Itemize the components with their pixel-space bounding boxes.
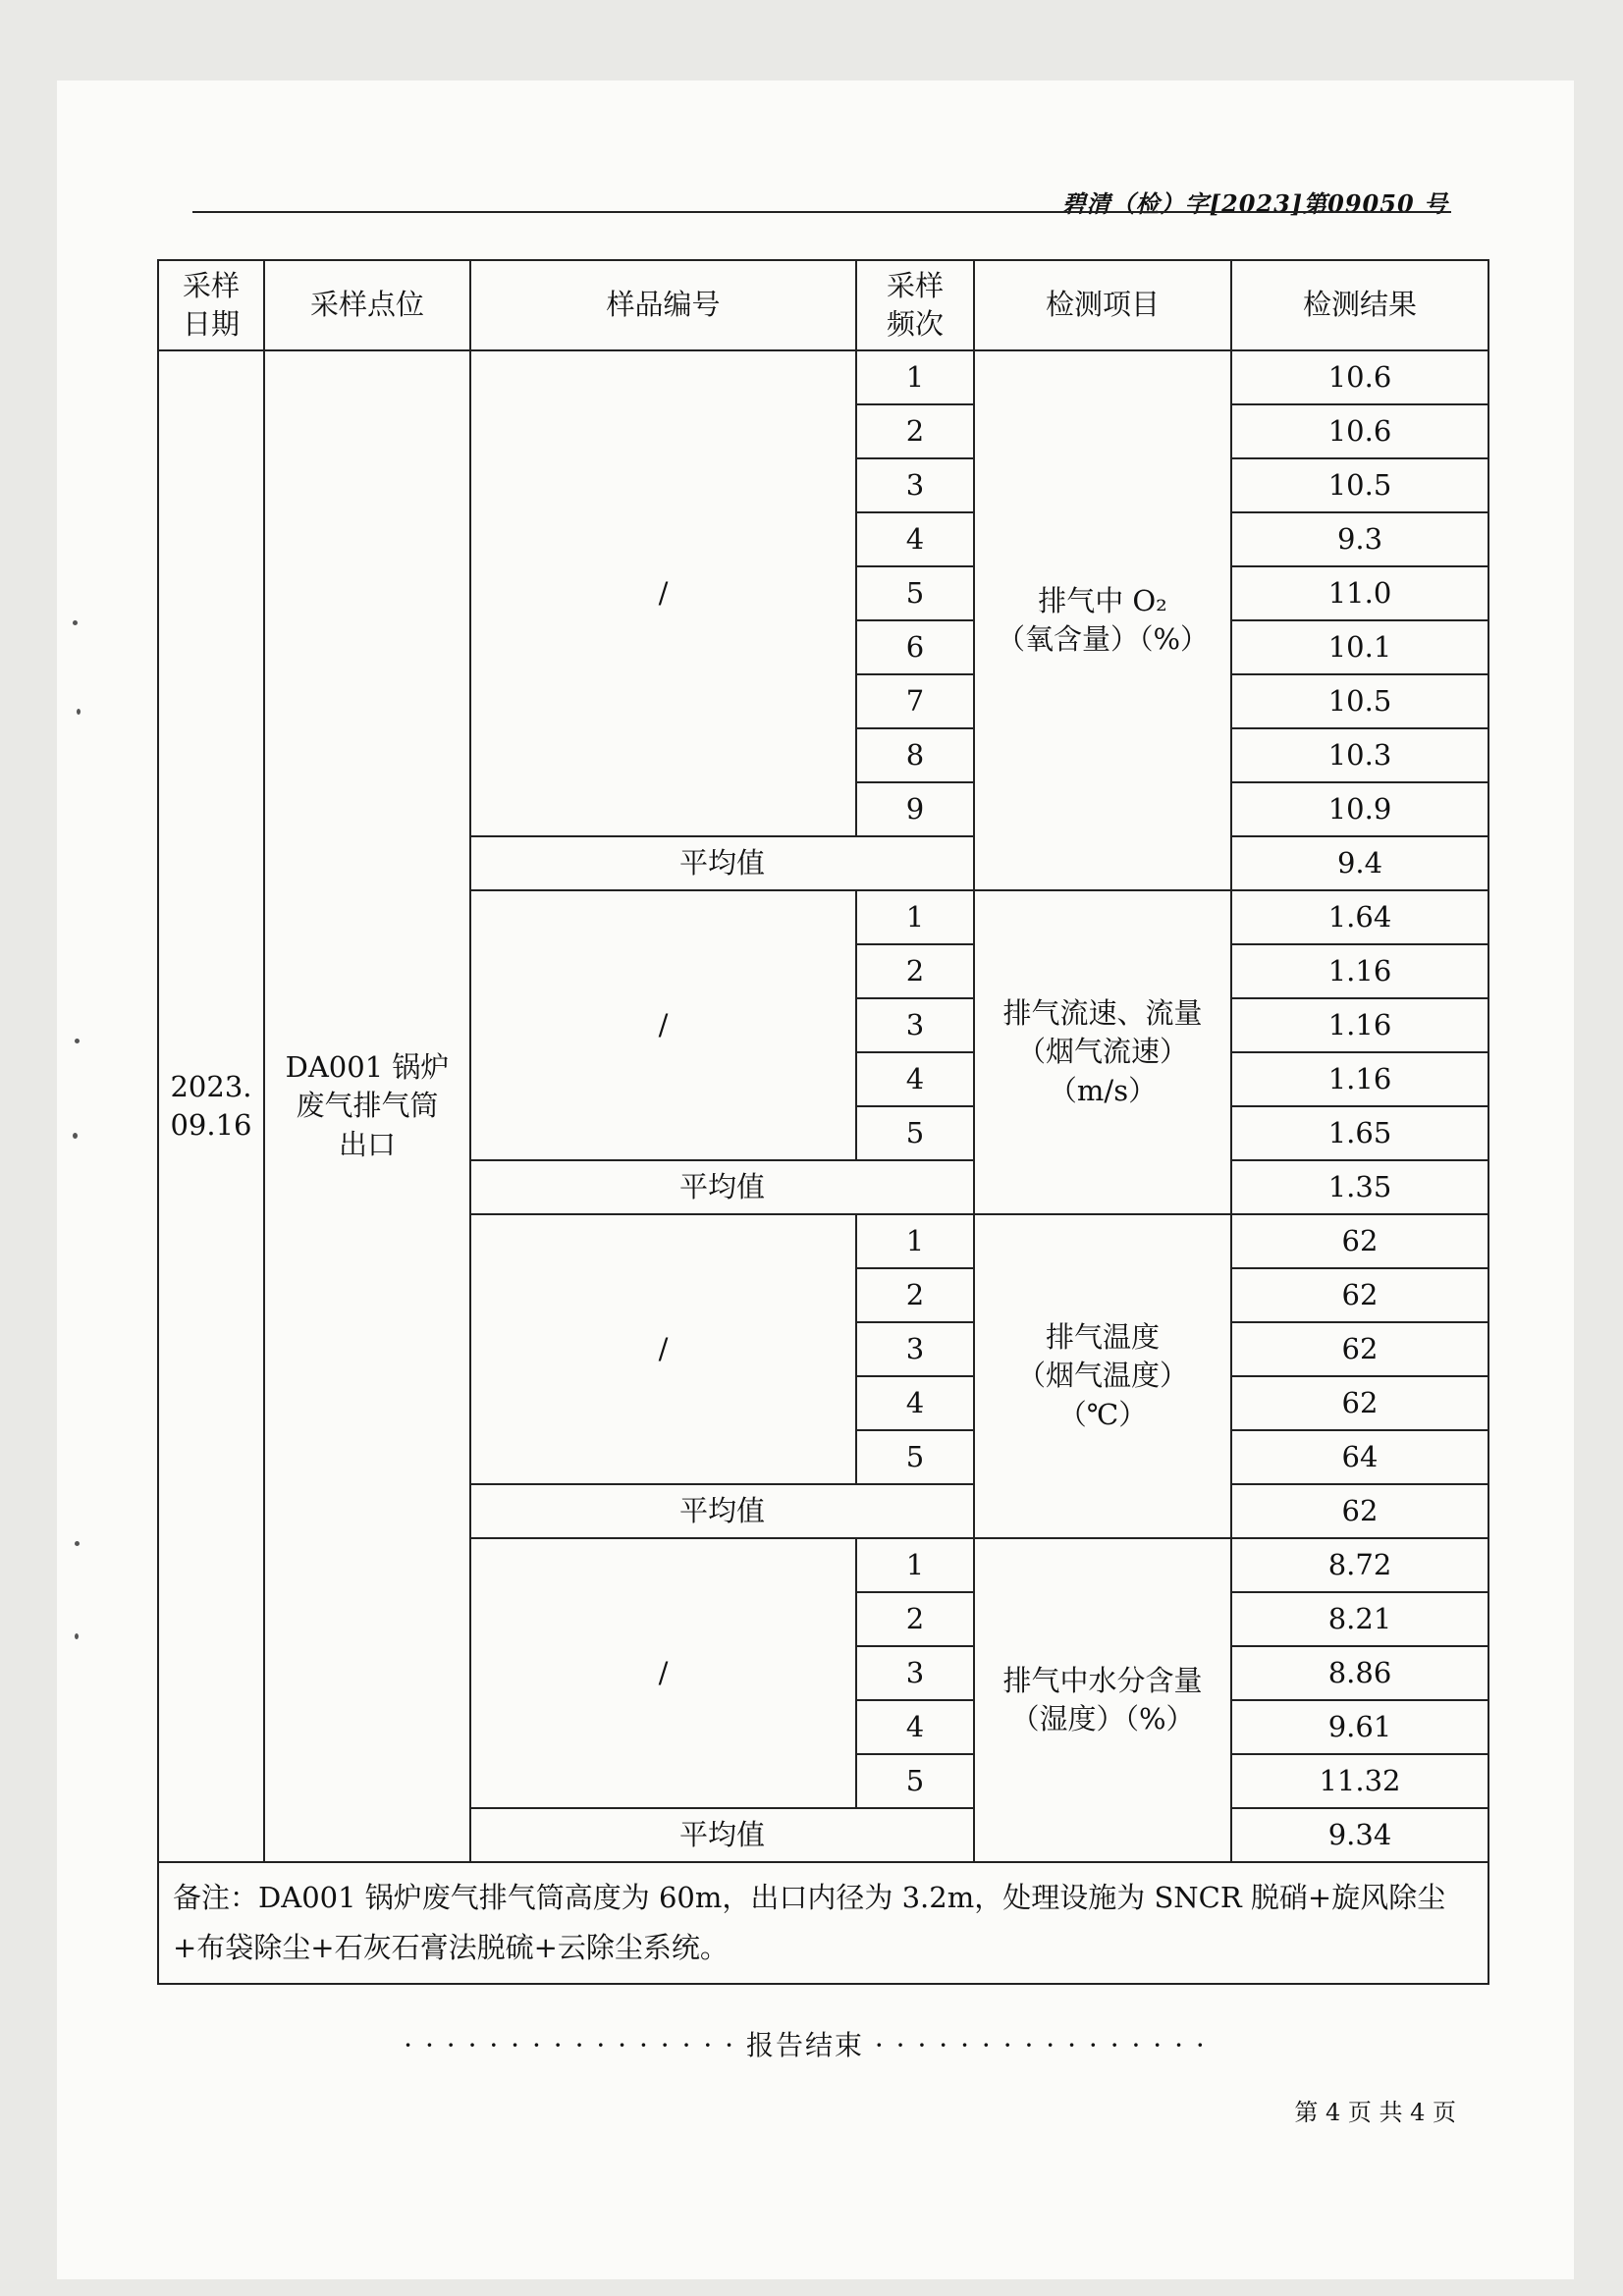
frequency-cell: 4 bbox=[856, 1376, 974, 1430]
result-value: 1.16 bbox=[1231, 1052, 1488, 1106]
header-sample-id: 样品编号 bbox=[470, 260, 856, 350]
frequency-cell: 2 bbox=[856, 1268, 974, 1322]
test-item: 排气中 O₂ （氧含量）（%） bbox=[974, 350, 1231, 890]
result-value: 1.16 bbox=[1231, 944, 1488, 998]
result-value: 8.21 bbox=[1231, 1592, 1488, 1646]
frequency-cell: 6 bbox=[856, 620, 974, 674]
header-point: 采样点位 bbox=[264, 260, 470, 350]
frequency-cell: 3 bbox=[856, 1646, 974, 1700]
result-value: 10.6 bbox=[1231, 404, 1488, 458]
result-value: 9.61 bbox=[1231, 1700, 1488, 1754]
average-label: 平均值 bbox=[470, 1160, 974, 1214]
report-end-marker: · · · · · · · · · · · · · · · · 报告结束 · · · · · · · · · · · · · · · · bbox=[404, 2029, 1207, 2061]
table-row bbox=[158, 350, 1488, 404]
scan-speck bbox=[77, 709, 81, 715]
result-value: 11.0 bbox=[1231, 566, 1488, 620]
sample-id: / bbox=[470, 1538, 856, 1808]
frequency-cell: 1 bbox=[856, 350, 974, 404]
result-value: 62 bbox=[1231, 1214, 1488, 1268]
header-result: 检测结果 bbox=[1231, 260, 1488, 350]
remarks: 备注：DA001 锅炉废气排气筒高度为 60m，出口内径为 3.2m，处理设施为 SNCR 脱硝+旋风除尘+布袋除尘+石灰石膏法脱硫+云除尘系统。 bbox=[158, 1862, 1488, 1984]
sample-id: / bbox=[470, 1214, 856, 1484]
result-value: 1.65 bbox=[1231, 1106, 1488, 1160]
frequency-cell: 2 bbox=[856, 1592, 974, 1646]
result-value: 1.16 bbox=[1231, 998, 1488, 1052]
sampling-point: DA001 锅炉 废气排气筒 出口 bbox=[264, 350, 470, 1862]
frequency-cell: 3 bbox=[856, 1322, 974, 1376]
table-header-row bbox=[158, 260, 1488, 350]
result-value: 10.5 bbox=[1231, 674, 1488, 728]
result-value: 10.5 bbox=[1231, 458, 1488, 512]
scan-speck bbox=[73, 1133, 78, 1139]
frequency-cell: 1 bbox=[856, 1538, 974, 1592]
report-number: 碧清（检）字[2023]第09050 号 bbox=[1061, 189, 1448, 218]
frequency-cell: 5 bbox=[856, 1430, 974, 1484]
result-value: 8.72 bbox=[1231, 1538, 1488, 1592]
result-value: 62 bbox=[1231, 1376, 1488, 1430]
result-value: 8.86 bbox=[1231, 1646, 1488, 1700]
result-value: 11.32 bbox=[1231, 1754, 1488, 1808]
result-value: 1.64 bbox=[1231, 890, 1488, 944]
frequency-cell: 5 bbox=[856, 566, 974, 620]
header-item: 检测项目 bbox=[974, 260, 1231, 350]
average-value: 9.34 bbox=[1231, 1808, 1488, 1862]
frequency-cell: 2 bbox=[856, 404, 974, 458]
sampling-date: 2023. 09.16 bbox=[158, 350, 264, 1862]
page-number: 第 4 页 共 4 页 bbox=[1294, 2099, 1456, 2126]
frequency-cell: 7 bbox=[856, 674, 974, 728]
frequency-cell: 2 bbox=[856, 944, 974, 998]
result-value: 10.1 bbox=[1231, 620, 1488, 674]
frequency-cell: 1 bbox=[856, 890, 974, 944]
frequency-cell: 5 bbox=[856, 1754, 974, 1808]
frequency-cell: 4 bbox=[856, 1052, 974, 1106]
scan-speck bbox=[73, 620, 78, 625]
sample-id: / bbox=[470, 350, 856, 836]
average-label: 平均值 bbox=[470, 1484, 974, 1538]
frequency-cell: 8 bbox=[856, 728, 974, 782]
header-rule bbox=[192, 211, 1451, 213]
scan-speck bbox=[75, 1541, 80, 1546]
average-label: 平均值 bbox=[470, 1808, 974, 1862]
result-value: 10.6 bbox=[1231, 350, 1488, 404]
frequency-cell: 9 bbox=[856, 782, 974, 836]
scan-speck bbox=[75, 1633, 79, 1639]
average-label: 平均值 bbox=[470, 836, 974, 890]
frequency-cell: 1 bbox=[856, 1214, 974, 1268]
header-date: 采样 日期 bbox=[158, 260, 264, 350]
average-value: 9.4 bbox=[1231, 836, 1488, 890]
average-value: 62 bbox=[1231, 1484, 1488, 1538]
note-row bbox=[158, 1862, 1488, 1984]
frequency-cell: 3 bbox=[856, 458, 974, 512]
average-value: 1.35 bbox=[1231, 1160, 1488, 1214]
result-value: 62 bbox=[1231, 1268, 1488, 1322]
result-value: 10.9 bbox=[1231, 782, 1488, 836]
result-value: 9.3 bbox=[1231, 512, 1488, 566]
frequency-cell: 4 bbox=[856, 512, 974, 566]
test-item: 排气温度 （烟气温度） （℃） bbox=[974, 1214, 1231, 1538]
test-item: 排气流速、流量 （烟气流速） （m/s） bbox=[974, 890, 1231, 1214]
results-table bbox=[157, 259, 1489, 1985]
frequency-cell: 3 bbox=[856, 998, 974, 1052]
result-value: 10.3 bbox=[1231, 728, 1488, 782]
header-frequency: 采样 频次 bbox=[856, 260, 974, 350]
sample-id: / bbox=[470, 890, 856, 1160]
frequency-cell: 5 bbox=[856, 1106, 974, 1160]
scan-speck bbox=[75, 1039, 80, 1043]
result-value: 64 bbox=[1231, 1430, 1488, 1484]
test-item: 排气中水分含量 （湿度）（%） bbox=[974, 1538, 1231, 1862]
frequency-cell: 4 bbox=[856, 1700, 974, 1754]
result-value: 62 bbox=[1231, 1322, 1488, 1376]
